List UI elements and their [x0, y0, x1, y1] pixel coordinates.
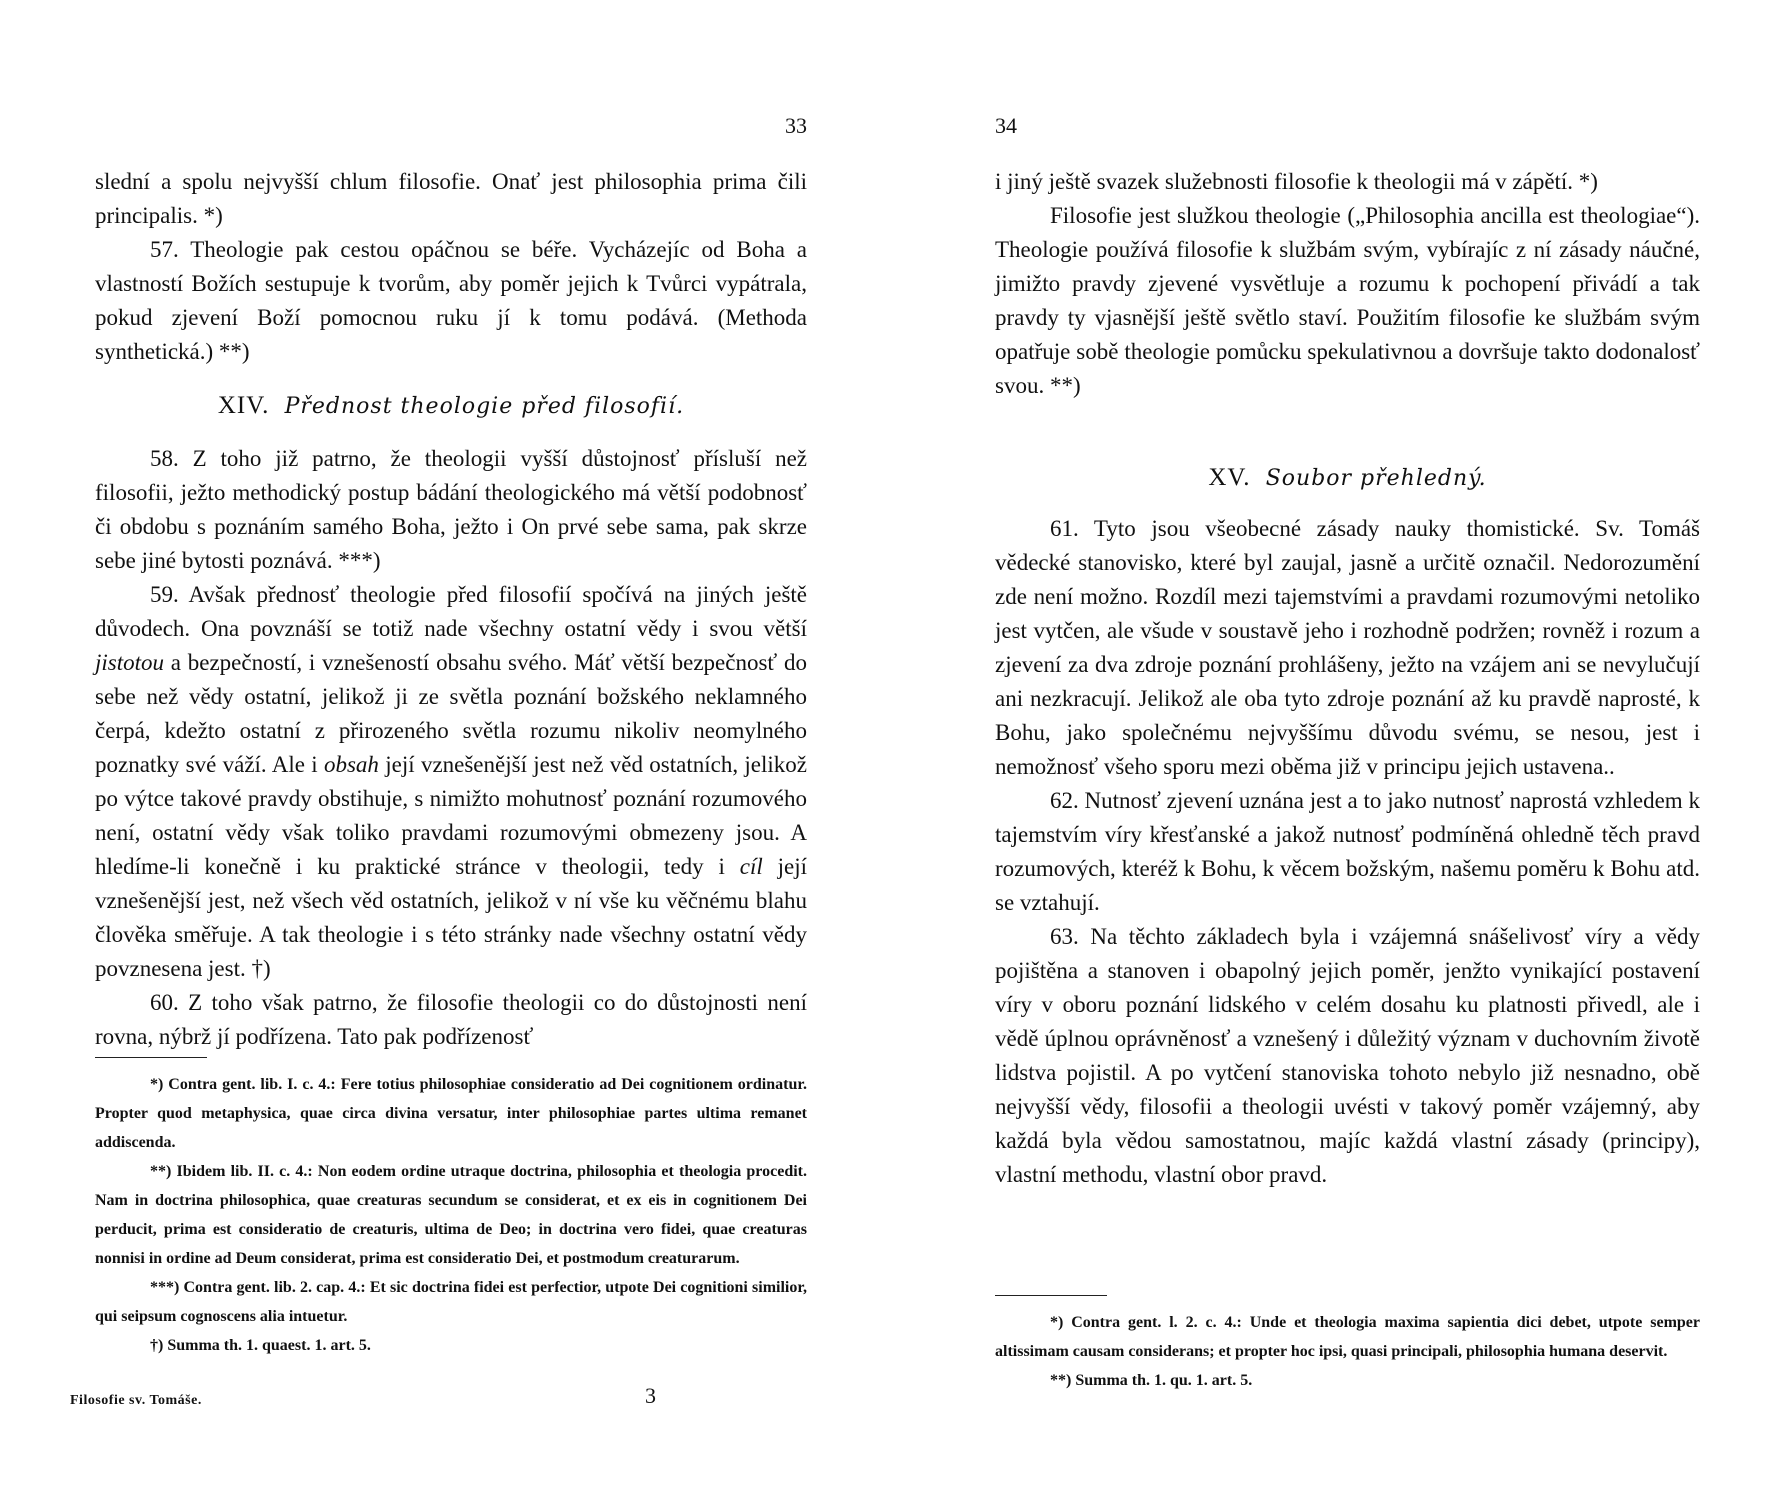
- footnote-rule: [95, 1057, 207, 1058]
- paragraph-60: 60. Z toho však patrno, že filosofie theologii co do důstojnosti není rovna, nýbrž jí podřízena. Tato pak podřízenosť: [95, 990, 807, 1049]
- section-title: Přednost theologie před filosofií.: [284, 394, 685, 419]
- section-number: XIV.: [217, 392, 270, 419]
- footnotes: [95, 1057, 807, 1360]
- footnote: *) Contra gent. lib. I. c. 4.: Fere totius philosophiae consideratio ad Dei cognitionem ordinatur. Propter quod metaphysica, quae circa divina versatur, inter philosophiae partes ultima remanet addiscenda.: [95, 1076, 807, 1151]
- page-body: [95, 165, 807, 1054]
- paragraph-57: 57. Theologie pak cestou opáčnou se béře. Vycházejíc od Boha a vlastností Božích sestupuje k tvorům, aby poměr jejich k Tvůrci vypátrala, pokud zjevení Boží pomocnou ruku jí k tomu podává. (Methoda synthetická.) **): [95, 237, 807, 364]
- footnote: †) Summa th. 1. quaest. 1. art. 5.: [150, 1337, 371, 1354]
- paragraph-63: 63. Na těchto základech byla i vzájemná snášelivosť víry a vědy pojištěna a stanoven i obapolný jejich poměr, jenžto vynikající postavení víry v oboru poznání lidského v celém dosahu ku platnosti přivedl, ale i vědě úplnou oprávněnosť a vznešený i důležitý význam v duchovním životě lidstva pojistil. A po vytčení stanoviska tohoto nebylo již nesnadno, obě nejvyšší vědy, filosofii a theologii uvésti v takový poměr vzájemný, aby každá byla vědou samostatnou, majíc každá vlastní zásady (principy), vlastní methodu, vlastní obor pravd.: [995, 924, 1700, 1187]
- emphasis: jistotou: [95, 650, 165, 675]
- paragraph: Filosofie jest služkou theologie („Philosophia ancilla est theologiae“). Theologie používá filosofie k službám svým, vybírajíc z ní zásady náučné, jimižto pravdy zjevené vysvětluje a rozumu k pochopení přivádí a tak pravdy ty vjasnější ještě světlo staví. Použitím filosofie ke službám svým opatřuje sobě theologie pomůcku spekulativnou a dovršuje takto dodonalosť svou. **): [995, 203, 1700, 398]
- emphasis: cíl: [739, 854, 763, 879]
- section-number: XV.: [1208, 464, 1251, 491]
- page-body: [995, 165, 1700, 1192]
- paragraph: slední a spolu nejvyšší chlum filosofie. Onať jest philosophia prima čili principalis. *): [95, 169, 807, 228]
- printer-signature: Filosofie sv. Tomáše.: [70, 1393, 202, 1408]
- paragraph-62: 62. Nutnosť zjevení uznána jest a to jako nutnosť naprostá vzhledem k tajemstvím víry křesťanské a jakož nutnosť podmíněná ohledně těch pravd rozumových, kteréž k Bohu, k věcem božským, našemu poměru k Bohu atd. se vztahují.: [995, 788, 1700, 915]
- footnote: **) Ibidem lib. II. c. 4.: Non eodem ordine utraque doctrina, philosophia et theologia procedit. Nam in doctrina philosophica, quae creaturas secundum se considerat, et ex eis in cognitionem Dei perducit, prima est consideratio de creaturis, ultima de Deo; in doctrina vero fidei, quae creaturas nonnisi in ordine ad Deum considerat, prima est consideratio Dei, et postmodum creaturarum.: [95, 1163, 807, 1267]
- signature-number: 3: [645, 1383, 656, 1408]
- section-title: Soubor přehledný.: [1265, 466, 1487, 491]
- footnote: ***) Contra gent. lib. 2. cap. 4.: Et sic doctrina fidei est perfectior, utpote Dei cognitioni similior, qui seipsum cognoscens alia intuetur.: [95, 1279, 807, 1325]
- paragraph: i jiný ještě svazek služebnosti filosofie k theologii má v zápětí. *): [995, 169, 1598, 194]
- footnote: *) Contra gent. l. 2. c. 4.: Unde et theologia maxima sapientia dici debet, utpote semper altissimam causam considerans; et propter hoc ipsi, quasi principali, philosophia humana deservit.: [995, 1314, 1700, 1360]
- page-number: 33: [785, 113, 807, 138]
- paragraph-58: 58. Z toho již patrno, že theologii vyšší důstojnosť přísluší než filosofii, ježto methodický postup bádání theologického má větší podobnosť či obdobu s poznáním samého Boha, ježto i On prvé sebe sama, pak skrze sebe jiné bytosti poznává. ***): [95, 446, 807, 573]
- emphasis: obsah: [323, 752, 379, 777]
- page-number: 34: [995, 113, 1017, 138]
- paragraph-59: 59. Avšak přednosť theologie před filosofií spočívá na jiných ještě důvodech. Ona povznáší se totiž nade všechny ostatní vědy i svou větší jistotou a bezpečností, i vznešeností obsahu svého. Máť větší bezpečnosť do sebe než vědy ostatní, jelikož ji ze světla poznání božského neklamného čerpá, kdežto ostatní z přirozeného světla rozumu nikoliv neomylného poznatky své váží. Ale i obsah její vznešenější jest než věd ostatních, jelikož po výtce takové pravdy obstihuje, s nimižto mohutnosť poznání rozumového není, ostatní vědy však toliko pravdami rozumovými obmezeny jsou. A hledíme-li konečně i ku praktické stránce v theologii, tedy i cíl její vznešenější jest, než všech věd ostatních, jelikož v ní vše ku věčnému blahu člověka směřuje. A tak theologie i s této stránky nade všechny ostatní vědy povznesena jest. †): [95, 582, 807, 981]
- section-heading-xv: [995, 461, 1700, 496]
- footnote: **) Summa th. 1. qu. 1. art. 5.: [1050, 1372, 1253, 1389]
- footnotes: [995, 1295, 1700, 1395]
- footnote-rule: [995, 1295, 1107, 1296]
- paragraph-61: 61. Tyto jsou všeobecné zásady nauky thomistické. Sv. Tomáš vědecké stanovisko, které byl zaujal, jasně a určitě označil. Nedorozumění zde není možno. Rozdíl mezi tajemstvími a pravdami rozumovými netoliko jest vytčen, ale všude v soustavě jeho i rozhodně podržen; rovněž i rozum a zjevení za dva zdroje poznání prohlášeny, ježto na vzájem ani se nevylučují ani nezkracují. Jelikož ale oba tyto zdroje poznání až ku pravdě naprosté, k Bohu, jako společnému nejvyššímu důvodu svému, se nesou, jest i nemožnosť všeho sporu mezi oběma již v principu jejich ustavena..: [995, 516, 1700, 779]
- section-heading-xiv: [95, 389, 807, 424]
